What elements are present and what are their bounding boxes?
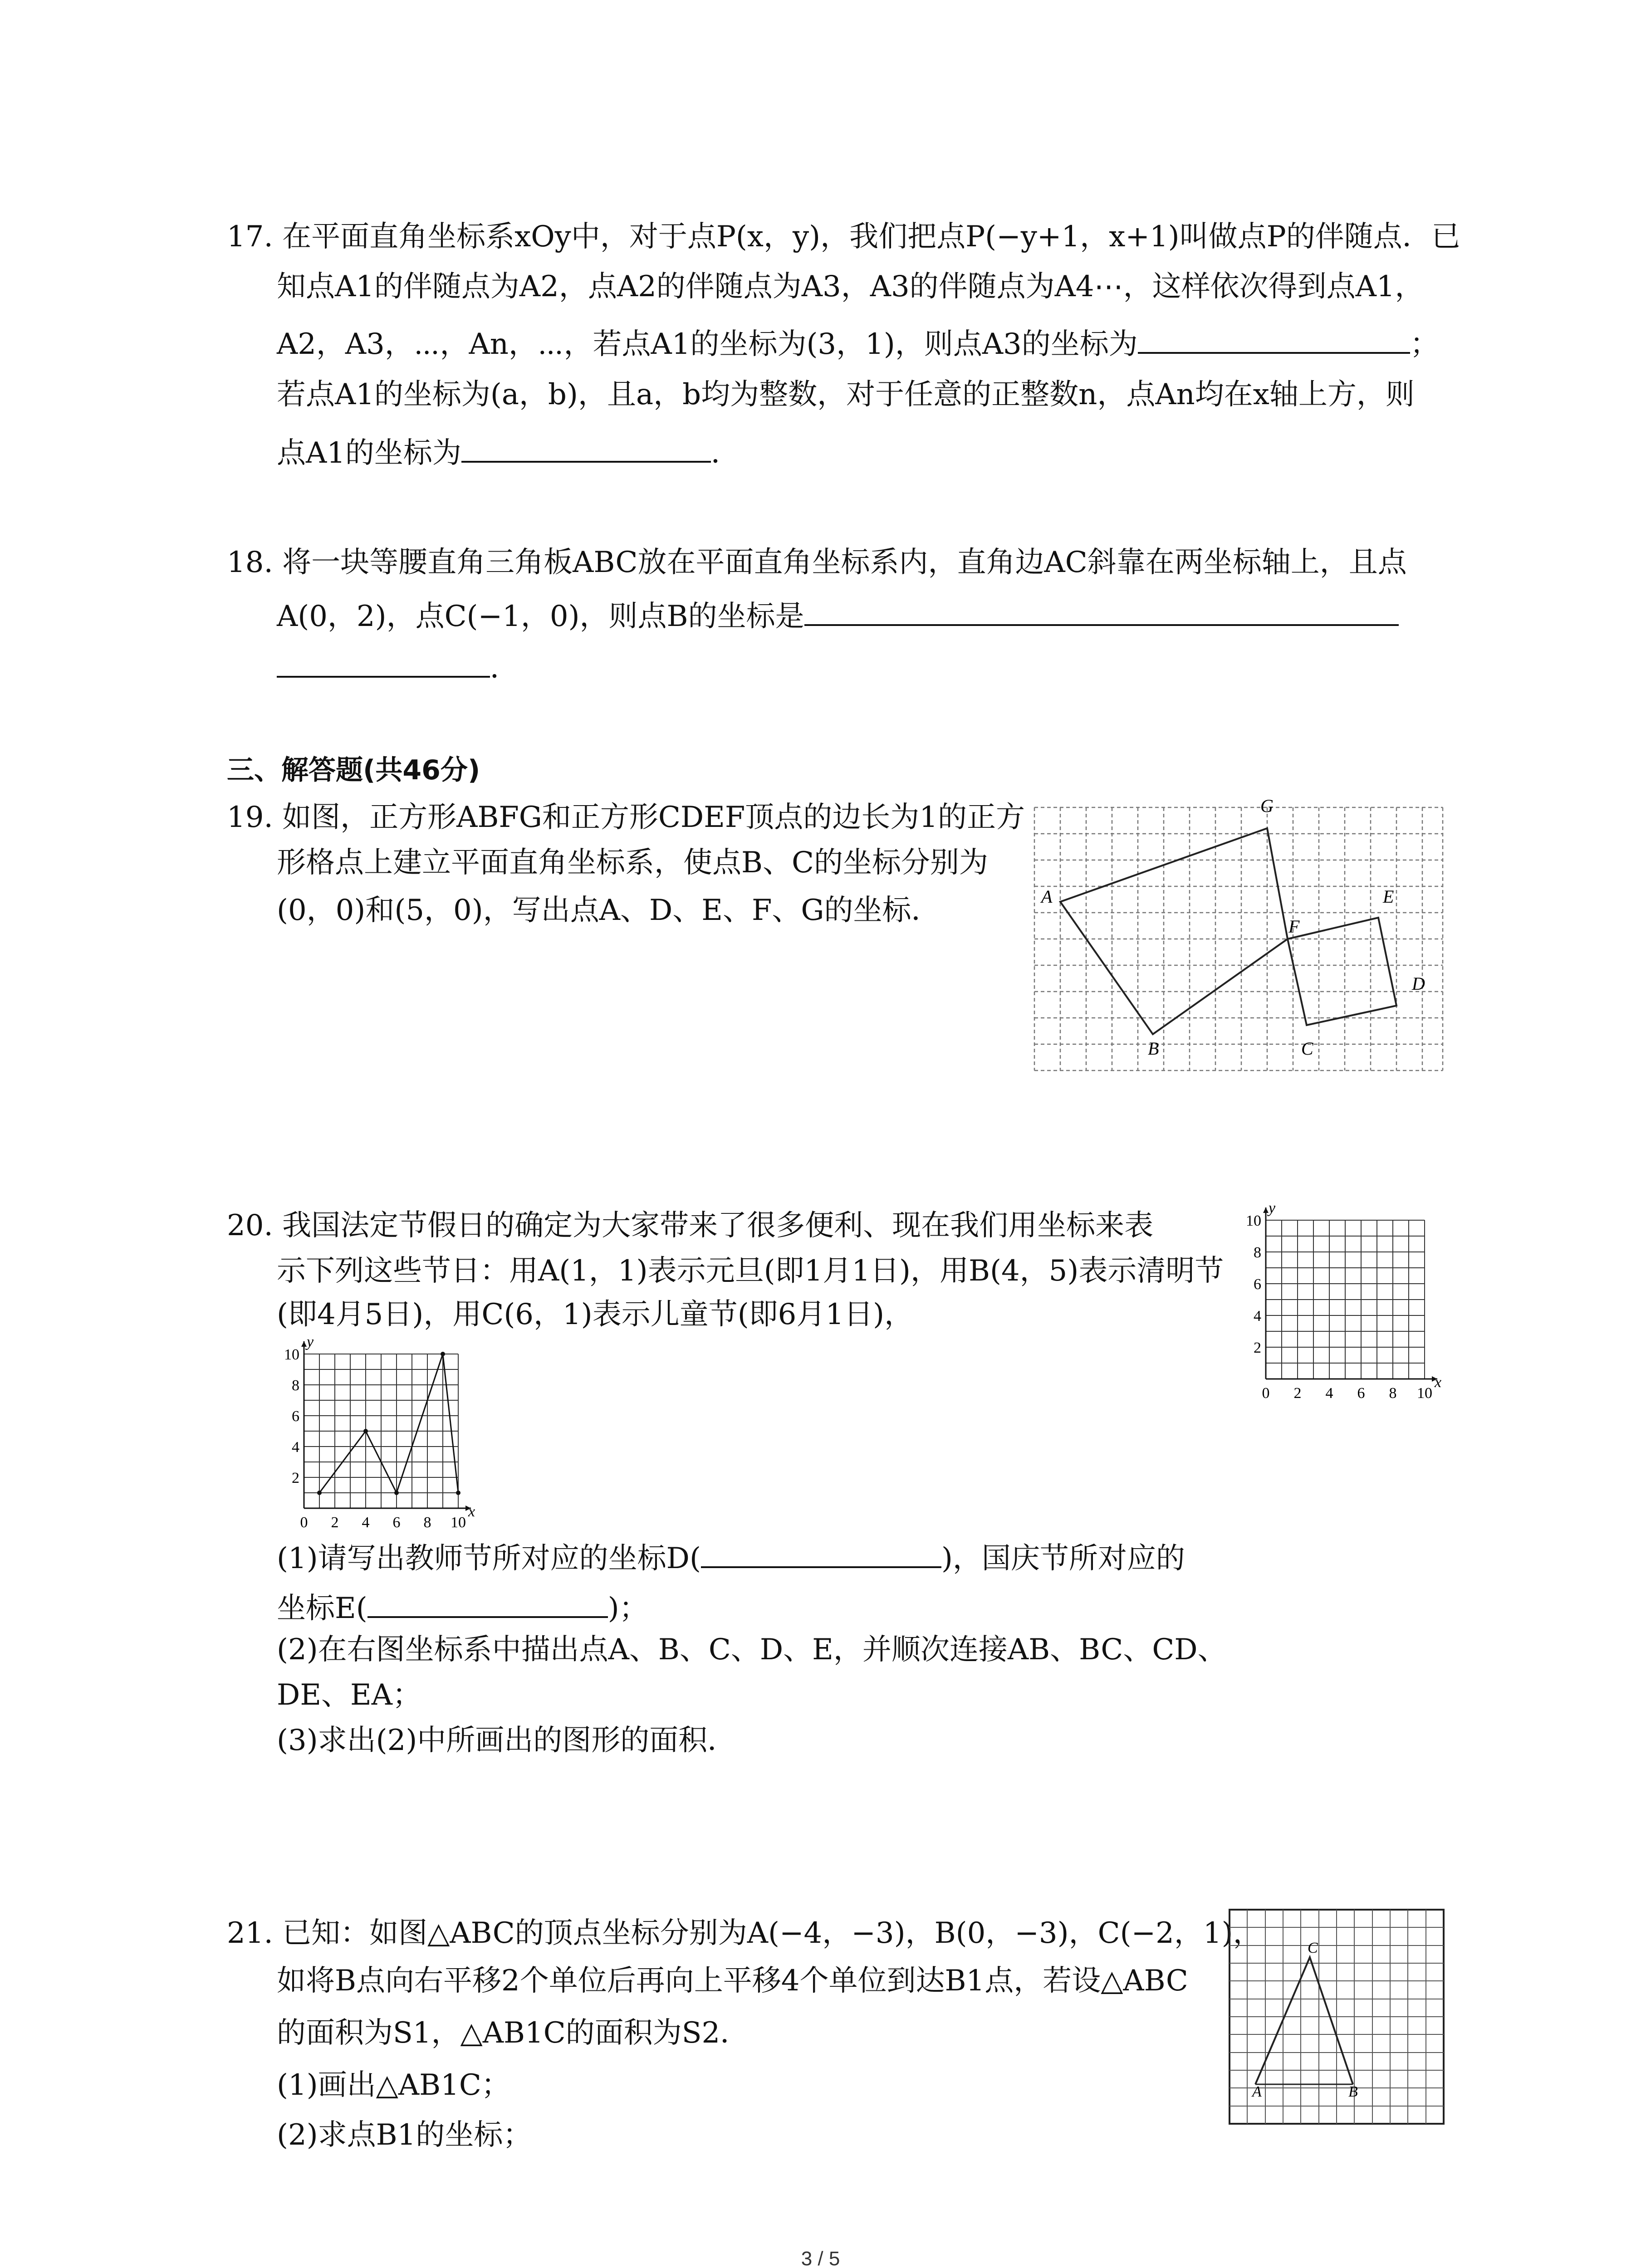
y-tick-label: 8 <box>1254 1244 1261 1261</box>
answer-blank[interactable] <box>804 598 1399 626</box>
x-tick-label: 8 <box>1389 1385 1397 1402</box>
q20-sub2: (2)在右图坐标系中描出点A、B、C、D、E，并顺次连接AB、BC、CD、 <box>277 1633 1227 1667</box>
question-number: 18. <box>227 546 273 579</box>
answer-blank[interactable] <box>701 1540 941 1568</box>
data-point <box>394 1491 399 1495</box>
y-tick-label: 10 <box>284 1346 299 1363</box>
q17-line5: 点A1的坐标为 ． <box>277 435 740 468</box>
q21-figure <box>1225 1905 1447 2127</box>
point-label-G: G <box>1260 796 1274 816</box>
y-axis-label: y <box>1269 1200 1276 1217</box>
x-tick-label: 2 <box>1293 1385 1302 1402</box>
x-tick-label: 4 <box>362 1514 370 1531</box>
q17-line1: 17. 在平面直角坐标系xOy中，对于点P(x，y)，我们把点P(−y+1，x+1)叫做点P的伴随点．已 <box>227 220 1460 254</box>
q21-line3: 的面积为S1，△AB1C的面积为S2． <box>277 2016 749 2050</box>
y-tick-label: 8 <box>292 1377 299 1394</box>
grid-lines <box>1266 1220 1425 1379</box>
q20-sub1-cont: 坐标E( )； <box>277 1590 648 1623</box>
q20-sub2-cont: DE、EA； <box>277 1678 421 1712</box>
data-point <box>317 1491 322 1495</box>
y-axis-arrow <box>301 1341 307 1347</box>
series-line <box>319 1354 458 1493</box>
question-number: 20. <box>227 1209 273 1242</box>
q20-sub1: (1)请写出教师节所对应的坐标D( )，国庆节所对应的 <box>277 1540 1185 1573</box>
point-label-B: B <box>1148 1038 1159 1059</box>
triangle-ABC <box>1255 1957 1353 2084</box>
q21-line1: 21. 已知：如图△ABC的顶点坐标分别为A(−4，−3)，B(0，−3)，C(−2，1)， <box>227 1916 1262 1950</box>
x-axis-label: x <box>468 1503 475 1520</box>
y-axis-label: y <box>307 1334 314 1350</box>
x-tick-label: 4 <box>1325 1385 1333 1402</box>
answer-blank[interactable] <box>277 650 490 678</box>
point-label-F: F <box>1288 916 1300 937</box>
point-label-B: B <box>1348 2083 1358 2100</box>
square-CDEF <box>1288 918 1396 1025</box>
x-tick-label: 6 <box>1357 1385 1365 1402</box>
x-tick-label: 2 <box>331 1514 339 1531</box>
x-tick-label: 8 <box>423 1514 431 1531</box>
q20-line1: 20. 我国法定节假日的确定为大家带来了很多便利、现在我们用坐标来表 <box>227 1209 1154 1242</box>
y-tick-label: 6 <box>292 1408 299 1425</box>
page-number: 3 / 5 <box>801 2248 840 2268</box>
q20-sub3: (3)求出(2)中所画出的图形的面积． <box>277 1724 737 1757</box>
q20-line3: (即4月5日)，用C(6，1)表示儿童节(即6月1日)， <box>277 1298 914 1331</box>
question-number: 21. <box>227 1916 273 1950</box>
q19-line2: 形格点上建立平面直角坐标系，使点B、C的坐标分别为 <box>277 846 988 880</box>
point-label-A: A <box>1041 886 1053 907</box>
q18-line2: A(0，2)，点C(−1，0)，则点B的坐标是 <box>277 598 1399 631</box>
y-axis-arrow <box>1263 1207 1269 1213</box>
point-label-D: D <box>1412 973 1425 994</box>
y-tick-label: 2 <box>1254 1339 1261 1356</box>
data-point <box>441 1352 445 1356</box>
point-label-A: A <box>1252 2083 1262 2100</box>
q20-empty-grid <box>1225 1184 1452 1411</box>
answer-blank[interactable] <box>367 1590 608 1618</box>
q21-sub2: (2)求点B1的坐标； <box>277 2118 532 2152</box>
question-number: 19. <box>227 801 273 834</box>
q19-line1: 19. 如图，正方形ABFG和正方形CDEF顶点的边长为1的正方 <box>227 801 1025 834</box>
q19-grid <box>1034 807 1443 1070</box>
q19-line3: (0，0)和(5，0)，写出点A、D、E、F、G的坐标． <box>277 894 941 927</box>
data-point <box>363 1429 368 1433</box>
q17-line3: A2，A3，⋯，An，⋯，若点A1的坐标为(3，1)，则点A3的坐标为 ； <box>277 326 1439 359</box>
q17-line2: 知点A1的伴随点为A2，点A2的伴随点为A3，A3的伴随点为A4⋯，这样依次得到点A1， <box>277 270 1424 303</box>
x-tick-label: 0 <box>1262 1385 1270 1402</box>
point-label-E: E <box>1383 886 1394 907</box>
q21-sub1: (1)画出△AB1C； <box>277 2068 510 2102</box>
x-tick-label: 6 <box>392 1514 401 1531</box>
q21-line2: 如将B点向右平移2个单位后再向上平移4个单位到达B1点，若设△ABC <box>277 1964 1188 1998</box>
answer-blank[interactable] <box>1138 326 1410 354</box>
x-tick-label: 10 <box>451 1514 466 1531</box>
y-tick-label: 10 <box>1246 1212 1261 1229</box>
question-number: 17. <box>227 220 273 254</box>
x-tick-label: 10 <box>1417 1385 1432 1402</box>
answer-blank[interactable] <box>461 435 711 463</box>
q20-line2: 示下列这些节日：用A(1，1)表示元旦(即1月1日)，用B(4，5)表示清明节 <box>277 1254 1224 1288</box>
q20-chart-small <box>272 1327 490 1535</box>
y-tick-label: 4 <box>292 1439 299 1456</box>
y-tick-label: 2 <box>292 1470 299 1486</box>
q18-line1: 18. 将一块等腰直角三角板ABC放在平面直角坐标系内，直角边AC斜靠在两坐标轴上，且点 <box>227 546 1407 579</box>
q19-figure <box>1016 780 1456 1080</box>
q21-grid <box>1230 1910 1444 2124</box>
point-label-C: C <box>1308 1940 1318 1956</box>
section-heading: 三、解答题(共46分) <box>227 754 480 786</box>
data-point <box>456 1491 460 1495</box>
point-label-C: C <box>1301 1038 1313 1059</box>
y-tick-label: 4 <box>1254 1308 1261 1325</box>
q18-line3: ． <box>277 650 519 683</box>
q17-line4: 若点A1的坐标为(a，b)，且a，b均为整数，对于任意的正整数n，点An均在x轴上方，则 <box>277 378 1415 411</box>
square-ABFG <box>1060 828 1288 1034</box>
y-tick-label: 6 <box>1254 1276 1261 1293</box>
x-axis-label: x <box>1435 1374 1442 1391</box>
x-tick-label: 0 <box>300 1514 308 1531</box>
